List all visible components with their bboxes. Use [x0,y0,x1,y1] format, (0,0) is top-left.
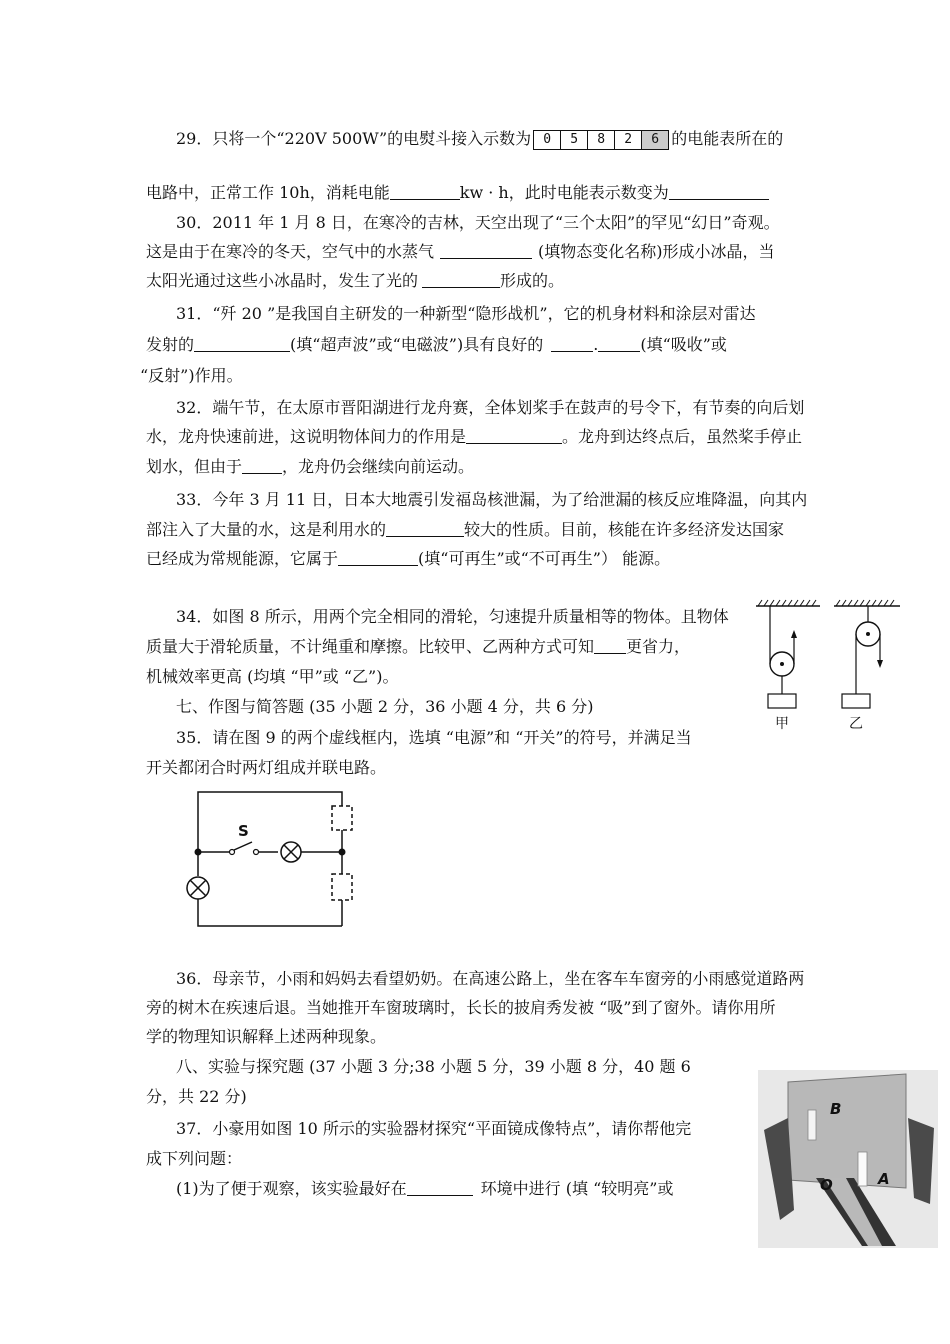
section-7-heading: 七、作图与简答题 (35 小题 2 分，36 小题 4 分，共 6 分) [176,697,594,716]
q32-line-1: 32．端午节，在太原市晋阳湖进行龙舟赛，全体划桨手在鼓声的号令下，有节奏的向后划 [176,398,805,417]
q35-line-2: 开关都闭合时两灯组成并联电路。 [146,758,387,777]
q31-text-b: (填“超声波”或“电磁波”)具有良好的 [290,335,544,354]
q34-text-b: 更省力， [626,637,691,656]
q36-line-2: 旁的树木在疾速后退。当她推开车窗玻璃时，长长的披肩秀发被 “吸”到了窗外。请你用所 [146,998,776,1017]
q33-line-3 [146,548,670,570]
q32-text-c: 划水，但由于 [146,457,243,476]
label-jia: 甲 [775,716,789,732]
q37-line-3 [176,1178,673,1200]
pulley-yi [834,600,900,732]
q37-text-a: (1)为了便于观察，该实验最好在 [176,1179,407,1198]
answer-blank[interactable] [194,335,290,352]
plane-mirror-figure [758,1070,938,1248]
q33-text-a: 部注入了大量的水，这是利用水的 [146,520,387,539]
q33-line-1: 33．今年 3 月 11 日，日本大地震引发福岛核泄漏，为了给泄漏的核反应堆降温，向其内 [176,490,808,509]
q29-line-2 [146,182,769,204]
answer-blank[interactable] [422,271,500,288]
section-8-heading-line-2: 分，共 22 分) [146,1087,247,1106]
q30-text-d: 形成的。 [500,271,565,290]
label-a: A [878,1170,890,1188]
q30-line-1: 30．2011 年 1 月 8 日，在寒冷的吉林，天空出现了“三个太阳”的罕见“幻日”奇观。 [176,213,780,232]
q30-line-3 [146,270,564,292]
q32-text-a: 水，龙舟快速前进，这说明物体间力的作用是 [146,427,467,446]
q30-text-b: (填物态变化名称)形成小冰晶，当 [538,242,775,261]
q32-line-2 [146,426,802,448]
q31-line-2 [146,334,727,356]
answer-blank[interactable] [466,427,562,444]
q31-text-dot: . [593,335,599,354]
q32-text-b: 。龙舟到达终点后，虽然桨手停止 [562,427,803,446]
switch-label: S [238,822,249,840]
meter-digit: 5 [561,131,588,149]
q32-line-3 [146,456,474,478]
q37-line-1: 37．小豪用如图 10 所示的实验器材探究“平面镜成像特点”，请你帮他完 [176,1119,692,1138]
q37-text-b: 环境中进行 (填 “较明亮”或 [480,1179,674,1198]
q34-line-2 [146,636,690,658]
q29-line-1 [176,128,783,150]
pulley-figure [748,596,918,736]
q29-text-c: 电路中，正常工作 10h，消耗电能 [146,183,390,202]
answer-blank[interactable] [669,183,769,200]
q30-text-c: 太阳光通过这些小冰晶时，发生了光的 [146,271,419,290]
q36-line-3: 学的物理知识解释上述两种现象。 [146,1027,387,1046]
q34-text-a: 质量大于滑轮质量，不计绳重和摩擦。比较甲、乙两种方式可知 [146,637,595,656]
meter-digit: 0 [534,131,561,149]
q34-line-1: 34．如图 8 所示，用两个完全相同的滑轮，匀速提升质量相等的物体。且物体 [176,607,729,626]
answer-blank[interactable] [594,637,626,654]
q31-text-c: (填“吸收”或 [640,335,727,354]
answer-blank[interactable] [386,520,464,537]
energy-meter-reading [533,130,669,150]
pulley-jia [756,600,820,732]
circuit-figure [180,784,370,934]
q31-text-a: 发射的 [146,335,195,354]
label-b: B [830,1100,842,1118]
q33-text-c: 已经成为常规能源，它属于 [146,549,339,568]
q31-line-1: 31．“歼 20 ”是我国自主研发的一种新型“隐形战机”，它的机身材料和涂层对雷达 [176,304,756,323]
q29-text-a: 29．只将一个“220V 500W”的电熨斗接入示数为 [176,129,532,148]
q33-text-b: 较大的性质。目前，核能在许多经济发达国家 [464,520,785,539]
label-yi: 乙 [849,716,863,732]
label-o: O [820,1176,833,1194]
q33-text-d: (填“可再生”或“不可再生”） 能源。 [418,549,671,568]
answer-blank[interactable] [242,457,282,474]
meter-digit: 8 [588,131,615,149]
answer-blank[interactable] [338,549,418,566]
q37-line-2: 成下列问题： [146,1149,243,1168]
answer-blank[interactable] [551,335,593,352]
meter-digit-decimal: 6 [642,131,668,149]
q30-text-a: 这是由于在寒冷的冬天，空气中的水蒸气 [146,242,435,261]
q29-text-d: kw · h，此时电能表示数变为 [459,183,669,202]
q32-text-d: ，龙舟仍会继续向前运动。 [282,457,475,476]
q31-line-3: “反射”)作用。 [140,366,243,385]
q36-line-1: 36．母亲节，小雨和妈妈去看望奶奶。在高速公路上，坐在客车车窗旁的小雨感觉道路两 [176,969,805,988]
section-8-heading-line-1: 八、实验与探究题 (37 小题 3 分;38 小题 5 分，39 小题 8 分，40 题 6 [176,1057,691,1076]
answer-blank[interactable] [390,183,460,200]
q33-line-2 [146,519,784,541]
answer-blank[interactable] [598,335,640,352]
answer-blank[interactable] [407,1179,473,1196]
answer-blank[interactable] [440,242,532,259]
q35-line-1: 35．请在图 9 的两个虚线框内，选填 “电源”和 “开关”的符号，并满足当 [176,728,692,747]
q34-line-3: 机械效率更高 (均填 “甲”或 “乙”)。 [146,667,399,686]
meter-digit: 2 [615,131,642,149]
q30-line-2 [146,241,775,263]
q29-text-b: 的电能表所在的 [671,129,784,148]
